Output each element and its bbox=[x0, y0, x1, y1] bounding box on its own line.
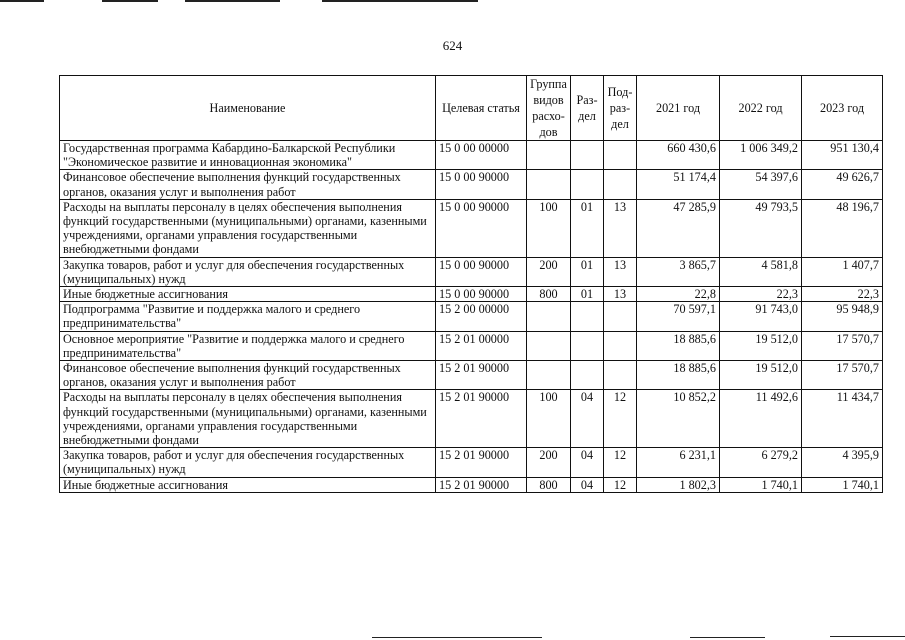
cell-section bbox=[571, 170, 604, 199]
cell-2021: 70 597,1 bbox=[637, 302, 720, 331]
cell-2023: 951 130,4 bbox=[802, 141, 883, 170]
scan-artifact-top-3 bbox=[185, 0, 280, 2]
cell-2022: 91 743,0 bbox=[720, 302, 802, 331]
cell-target: 15 0 00 90000 bbox=[436, 287, 527, 302]
cell-section: 04 bbox=[571, 448, 604, 477]
cell-target: 15 0 00 90000 bbox=[436, 170, 527, 199]
table-row bbox=[60, 302, 883, 331]
budget-table bbox=[59, 75, 883, 493]
cell-name: Иные бюджетные ассигнования bbox=[60, 477, 436, 492]
cell-2021: 47 285,9 bbox=[637, 199, 720, 257]
cell-target: 15 0 00 90000 bbox=[436, 257, 527, 286]
cell-subsection bbox=[604, 302, 637, 331]
cell-name: Государственная программа Кабардино-Балкарской Республики "Экономическое развитие и инновационная экономика" bbox=[60, 141, 436, 170]
header-target: Целевая статья bbox=[436, 76, 527, 141]
cell-name: Иные бюджетные ассигнования bbox=[60, 287, 436, 302]
cell-2021: 22,8 bbox=[637, 287, 720, 302]
cell-2022: 4 581,8 bbox=[720, 257, 802, 286]
cell-subsection: 13 bbox=[604, 199, 637, 257]
cell-2022: 22,3 bbox=[720, 287, 802, 302]
cell-group bbox=[527, 141, 571, 170]
cell-group bbox=[527, 331, 571, 360]
scan-artifact-top-2 bbox=[102, 0, 158, 2]
table-row bbox=[60, 257, 883, 286]
cell-subsection: 13 bbox=[604, 257, 637, 286]
cell-section: 04 bbox=[571, 390, 604, 448]
cell-target: 15 2 00 00000 bbox=[436, 302, 527, 331]
cell-target: 15 2 01 90000 bbox=[436, 361, 527, 390]
header-section: Раз-дел bbox=[571, 76, 604, 141]
scan-artifact-top-4 bbox=[322, 0, 478, 2]
cell-name: Подпрограмма "Развитие и поддержка малого и среднего предпринимательства" bbox=[60, 302, 436, 331]
scan-artifact-bottom-1 bbox=[372, 637, 542, 638]
cell-2023: 95 948,9 bbox=[802, 302, 883, 331]
cell-2022: 49 793,5 bbox=[720, 199, 802, 257]
scan-artifact-bottom-3 bbox=[830, 636, 905, 637]
cell-subsection bbox=[604, 361, 637, 390]
cell-2023: 48 196,7 bbox=[802, 199, 883, 257]
cell-name: Закупка товаров, работ и услуг для обеспечения государственных (муниципальных) нужд bbox=[60, 448, 436, 477]
cell-name: Финансовое обеспечение выполнения функций государственных органов, оказания услуг и выполнения работ bbox=[60, 170, 436, 199]
table-row bbox=[60, 448, 883, 477]
cell-2023: 1 407,7 bbox=[802, 257, 883, 286]
cell-subsection: 12 bbox=[604, 477, 637, 492]
cell-target: 15 2 01 90000 bbox=[436, 477, 527, 492]
cell-subsection bbox=[604, 170, 637, 199]
cell-2021: 6 231,1 bbox=[637, 448, 720, 477]
table-row bbox=[60, 477, 883, 492]
table-row bbox=[60, 361, 883, 390]
cell-group bbox=[527, 302, 571, 331]
cell-target: 15 2 01 00000 bbox=[436, 331, 527, 360]
table-row bbox=[60, 287, 883, 302]
cell-group bbox=[527, 361, 571, 390]
cell-name: Финансовое обеспечение выполнения функций государственных органов, оказания услуг и выполнения работ bbox=[60, 361, 436, 390]
cell-section: 04 bbox=[571, 477, 604, 492]
cell-subsection: 13 bbox=[604, 287, 637, 302]
header-name: Наименование bbox=[60, 76, 436, 141]
cell-2021: 10 852,2 bbox=[637, 390, 720, 448]
cell-2021: 660 430,6 bbox=[637, 141, 720, 170]
scan-artifact-top-1 bbox=[0, 0, 44, 2]
cell-2022: 19 512,0 bbox=[720, 331, 802, 360]
cell-group: 100 bbox=[527, 390, 571, 448]
cell-section: 01 bbox=[571, 287, 604, 302]
cell-2023: 4 395,9 bbox=[802, 448, 883, 477]
cell-group: 800 bbox=[527, 287, 571, 302]
cell-target: 15 0 00 90000 bbox=[436, 199, 527, 257]
cell-2023: 1 740,1 bbox=[802, 477, 883, 492]
cell-2023: 49 626,7 bbox=[802, 170, 883, 199]
cell-section bbox=[571, 141, 604, 170]
cell-group bbox=[527, 170, 571, 199]
cell-2021: 1 802,3 bbox=[637, 477, 720, 492]
table-row bbox=[60, 170, 883, 199]
cell-2023: 22,3 bbox=[802, 287, 883, 302]
cell-name: Расходы на выплаты персоналу в целях обеспечения выполнения функций государственными (муниципальными) органами, казенными учреждениями, органами управления государственными внебюджетными фондами bbox=[60, 199, 436, 257]
cell-group: 800 bbox=[527, 477, 571, 492]
header-2023: 2023 год bbox=[802, 76, 883, 141]
page-number: 624 bbox=[442, 38, 463, 53]
table-row bbox=[60, 199, 883, 257]
cell-target: 15 2 01 90000 bbox=[436, 448, 527, 477]
table-row bbox=[60, 331, 883, 360]
table-row bbox=[60, 390, 883, 448]
cell-section bbox=[571, 302, 604, 331]
cell-2021: 51 174,4 bbox=[637, 170, 720, 199]
table-header-row bbox=[60, 76, 883, 141]
cell-2023: 17 570,7 bbox=[802, 331, 883, 360]
header-2022: 2022 год bbox=[720, 76, 802, 141]
header-2021: 2021 год bbox=[637, 76, 720, 141]
cell-section: 01 bbox=[571, 257, 604, 286]
cell-subsection bbox=[604, 141, 637, 170]
header-group: Группа видов расхо-дов bbox=[527, 76, 571, 141]
cell-subsection: 12 bbox=[604, 390, 637, 448]
cell-name: Основное мероприятие "Развитие и поддержка малого и среднего предпринимательства" bbox=[60, 331, 436, 360]
cell-target: 15 2 01 90000 bbox=[436, 390, 527, 448]
cell-2022: 1 740,1 bbox=[720, 477, 802, 492]
cell-section: 01 bbox=[571, 199, 604, 257]
scan-artifact-bottom-2 bbox=[690, 637, 765, 638]
header-subsection: Под-раз-дел bbox=[604, 76, 637, 141]
cell-2022: 1 006 349,2 bbox=[720, 141, 802, 170]
table-row bbox=[60, 141, 883, 170]
cell-2022: 19 512,0 bbox=[720, 361, 802, 390]
cell-2023: 11 434,7 bbox=[802, 390, 883, 448]
cell-group: 200 bbox=[527, 448, 571, 477]
cell-2022: 6 279,2 bbox=[720, 448, 802, 477]
cell-2021: 18 885,6 bbox=[637, 361, 720, 390]
cell-2022: 54 397,6 bbox=[720, 170, 802, 199]
cell-2023: 17 570,7 bbox=[802, 361, 883, 390]
cell-subsection: 12 bbox=[604, 448, 637, 477]
cell-group: 200 bbox=[527, 257, 571, 286]
cell-2021: 18 885,6 bbox=[637, 331, 720, 360]
cell-section bbox=[571, 361, 604, 390]
cell-subsection bbox=[604, 331, 637, 360]
cell-name: Расходы на выплаты персоналу в целях обеспечения выполнения функций государственными (муниципальными) органами, казенными учреждениями, органами управления государственными внебюджетными фондами bbox=[60, 390, 436, 448]
cell-group: 100 bbox=[527, 199, 571, 257]
cell-section bbox=[571, 331, 604, 360]
cell-2022: 11 492,6 bbox=[720, 390, 802, 448]
cell-2021: 3 865,7 bbox=[637, 257, 720, 286]
cell-name: Закупка товаров, работ и услуг для обеспечения государственных (муниципальных) нужд bbox=[60, 257, 436, 286]
cell-target: 15 0 00 00000 bbox=[436, 141, 527, 170]
